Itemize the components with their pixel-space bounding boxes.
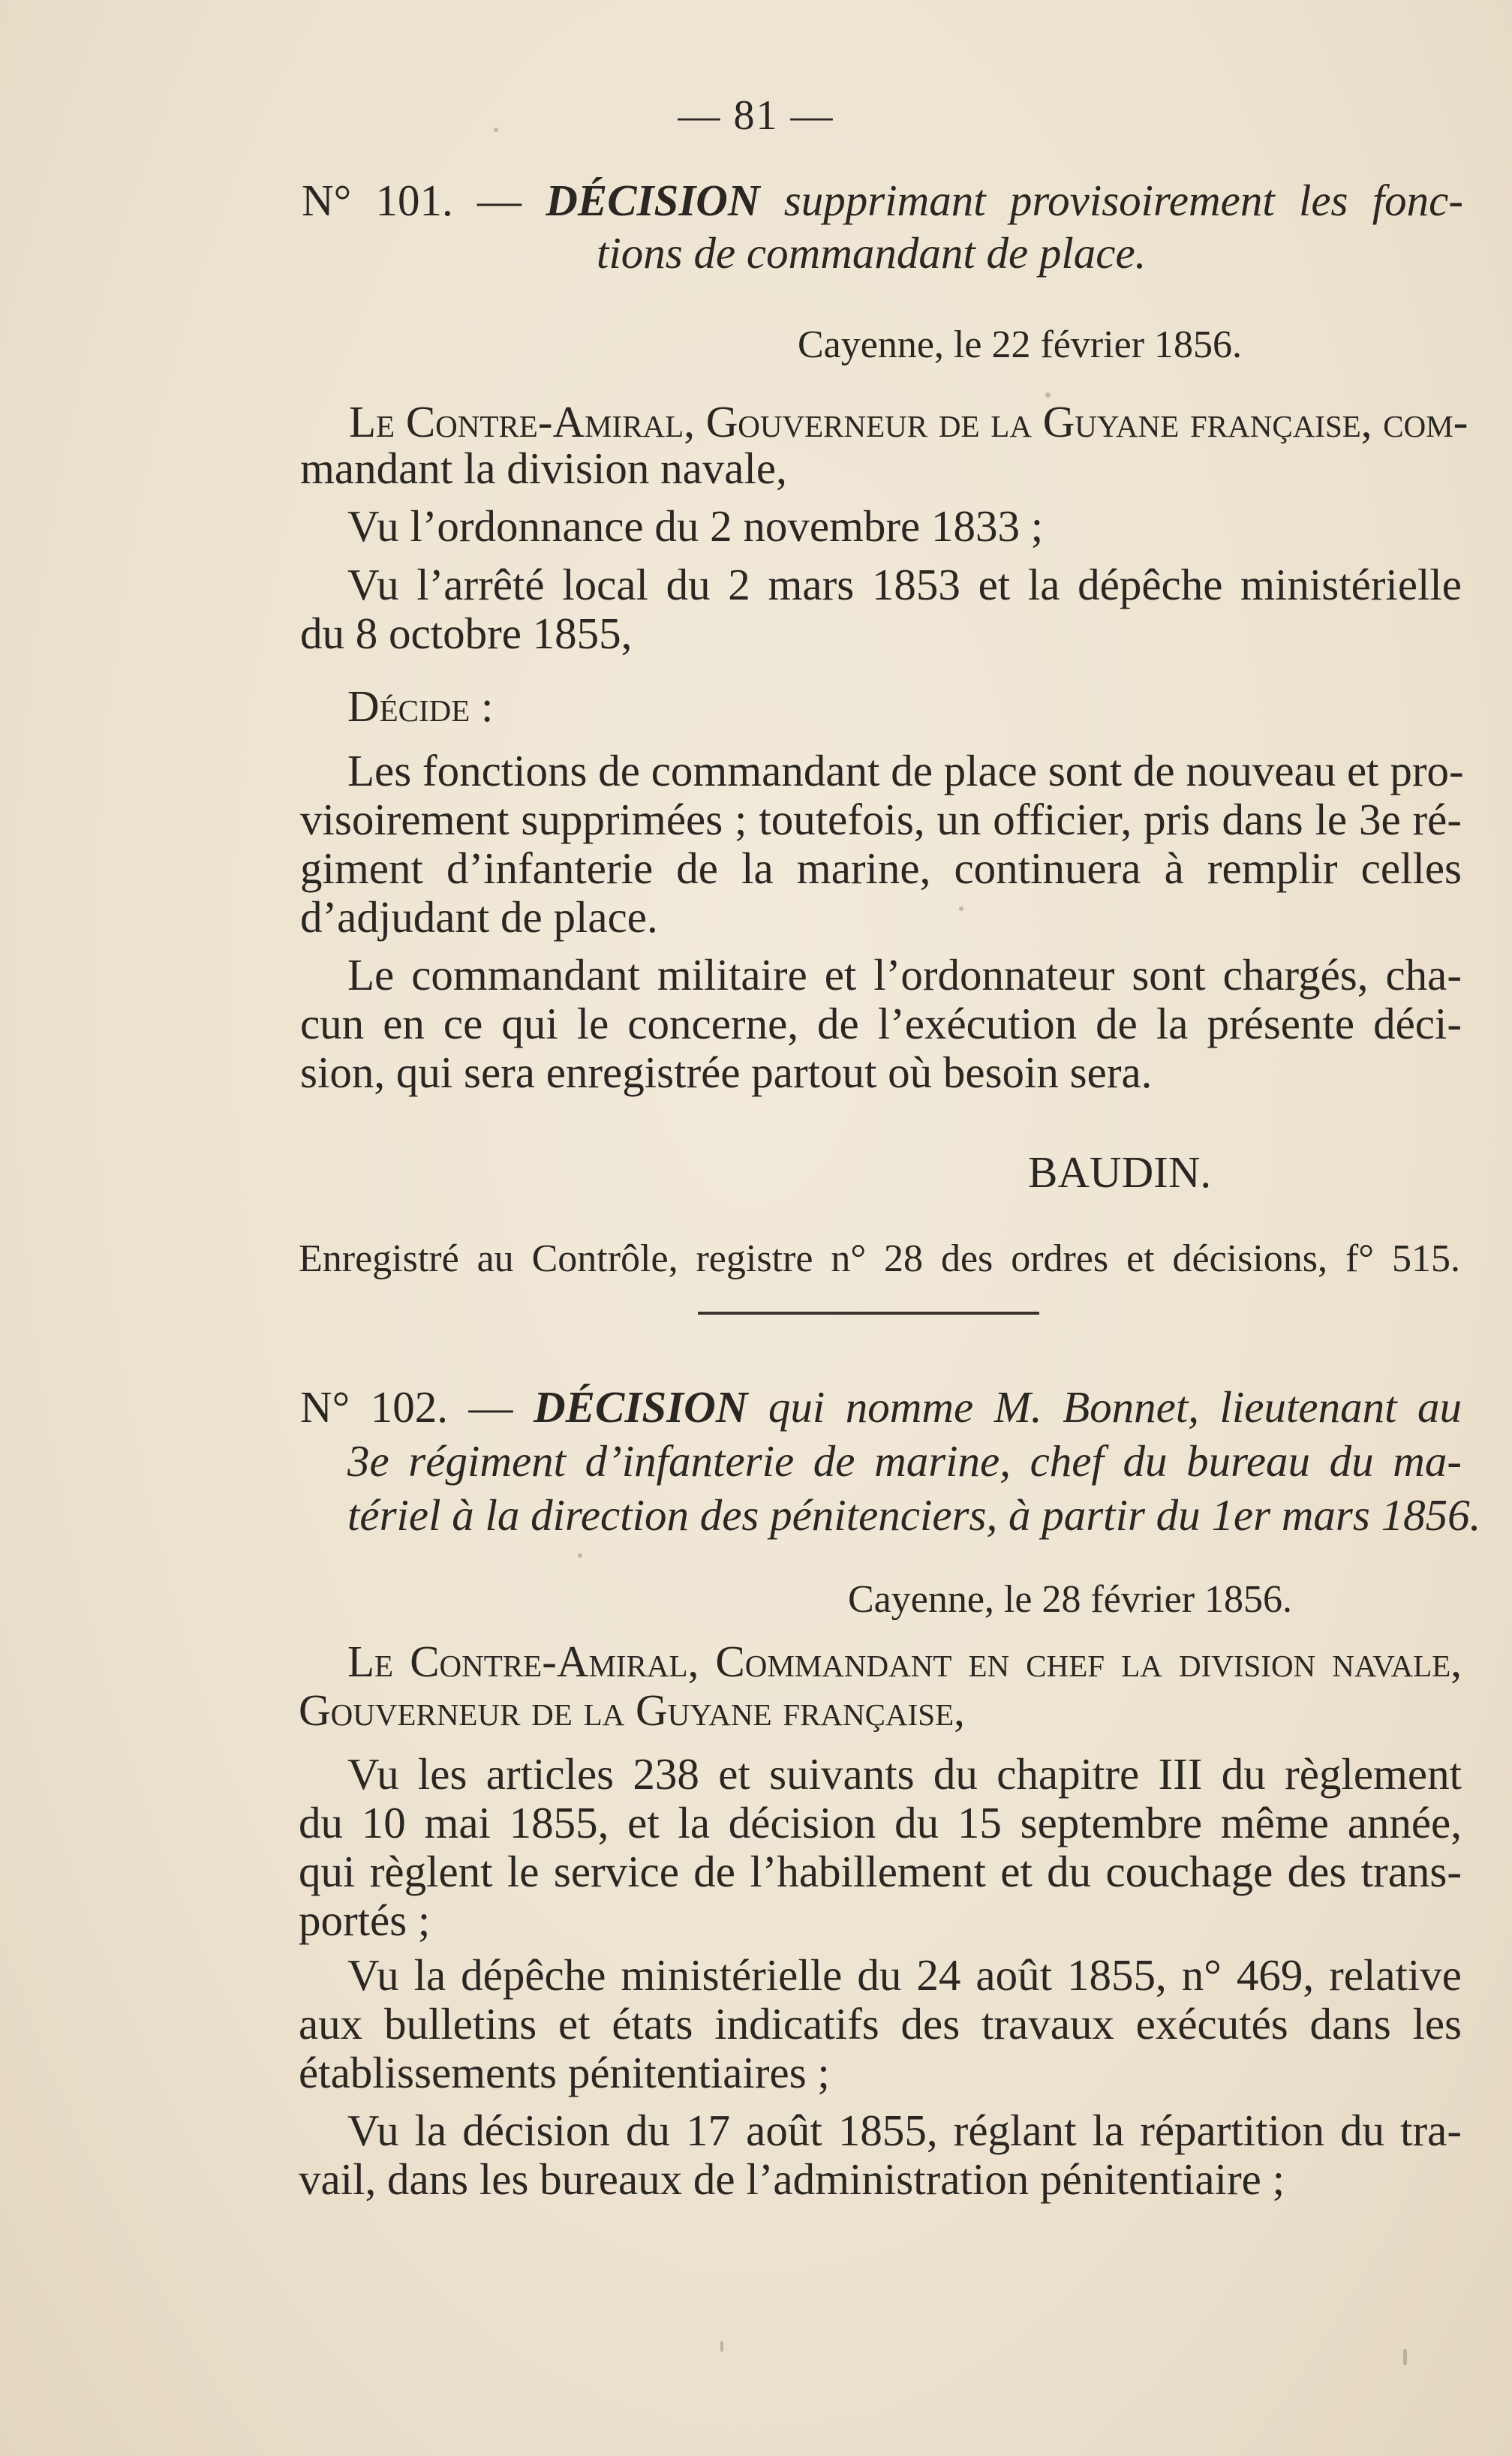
decision-102-preamble-line: portés ; <box>299 1895 431 1945</box>
decision-102-number: N° 102. <box>300 1382 448 1432</box>
decision-101-registration: Enregistré au Contrôle, registre n° 28 des ordres et décisions, f° 515. <box>299 1237 1460 1280</box>
decision-101-number: N° 101. <box>302 176 453 225</box>
decision-102-title: DÉCISION <box>534 1382 748 1432</box>
decision-101-article-line: d’adjudant de place. <box>300 892 658 942</box>
decision-102-preamble-line: Le Contre-Amiral, Commandant en chef la division navale, <box>347 1637 1462 1686</box>
decision-101-heading <box>302 176 1463 225</box>
decision-102-dash: — <box>468 1382 513 1432</box>
decision-101-article-line: visoirement supprimées ; toutefois, un officier, pris dans le 3e ré- <box>300 795 1462 844</box>
decision-101-signature: BAUDIN. <box>1028 1147 1212 1197</box>
decision-102-preamble-line: aux bulletins et états indicatifs des travaux exécutés dans les <box>299 1999 1462 2049</box>
decision-101-place-date: Cayenne, le 22 février 1856. <box>798 323 1243 366</box>
decision-101-preamble-line: mandant la division navale, <box>300 443 787 493</box>
decision-101-article-line: sion, qui sera enregistrée partout où besoin sera. <box>300 1048 1153 1097</box>
decision-101-article-line: cun en ce qui le concerne, de l’exécution de la présente déci- <box>300 999 1462 1048</box>
decision-102-subject-continued: tériel à la direction des pénitenciers, à partir du 1er mars 1856. <box>347 1490 1481 1540</box>
decision-101-subject-continued: tions de commandant de place. <box>597 228 1147 278</box>
decision-101-preamble-line: Vu l’ordonnance du 2 novembre 1833 ; <box>347 501 1044 551</box>
decision-102-subject: qui nomme M. Bonnet, lieutenant au <box>768 1382 1462 1432</box>
decision-102-place-date: Cayenne, le 28 février 1856. <box>848 1578 1293 1621</box>
decision-101-article-line: Le commandant militaire et l’ordonnateur sont chargés, cha- <box>347 950 1462 1000</box>
decision-102-preamble-line: vail, dans les bureaux de l’administration pénitentiaire ; <box>299 2154 1285 2204</box>
decision-102-preamble-line: Vu la décision du 17 août 1855, réglant la répartition du tra- <box>347 2106 1462 2155</box>
decision-102-subject-continued: 3e régiment d’infanterie de marine, chef du bureau du ma- <box>347 1436 1462 1486</box>
page-number: — 81 — <box>678 92 834 139</box>
decision-101-subject: supprimant provisoirement les fonc- <box>783 176 1463 225</box>
decision-101-preamble-line: Vu l’arrêté local du 2 mars 1853 et la dépêche ministérielle <box>347 560 1462 609</box>
decision-101-dash: — <box>476 176 522 225</box>
decision-102-preamble-line: Vu la dépêche ministérielle du 24 août 1855, n° 469, relative <box>347 1950 1462 2000</box>
paper-speck <box>494 128 498 132</box>
decision-101-article-line: giment d’infanterie de la marine, continuera à remplir celles <box>300 843 1462 893</box>
decision-102-preamble-line: Vu les articles 238 et suivants du chapitre III du règlement <box>347 1749 1462 1799</box>
paper-speck <box>1403 2349 1407 2365</box>
decision-102-preamble-line: du 10 mai 1855, et la décision du 15 septembre même année, <box>299 1798 1462 1847</box>
decision-101-preamble-line: Le Contre-Amiral, Gouverneur de la Guyane française, com- <box>349 397 1468 446</box>
decision-101-decide: Décide : <box>347 681 494 731</box>
paper-speck <box>1045 392 1051 398</box>
decision-102-preamble-line: établissements pénitentiaires ; <box>299 2048 830 2097</box>
paper-speck <box>720 2341 723 2352</box>
decision-101-preamble-line: du 8 octobre 1855, <box>300 609 633 658</box>
decision-101-title: DÉCISION <box>546 176 760 225</box>
decision-101-article-line: Les fonctions de commandant de place sont de nouveau et pro- <box>347 746 1464 795</box>
paper-speck <box>578 1553 582 1558</box>
paper-speck <box>959 906 963 911</box>
decision-102-heading <box>300 1382 1462 1432</box>
section-divider <box>698 1312 1039 1315</box>
decision-102-preamble-line: Gouverneur de la Guyane française, <box>299 1685 965 1735</box>
decision-102-preamble-line: qui règlent le service de l’habillement et du couchage des trans- <box>299 1847 1462 1896</box>
